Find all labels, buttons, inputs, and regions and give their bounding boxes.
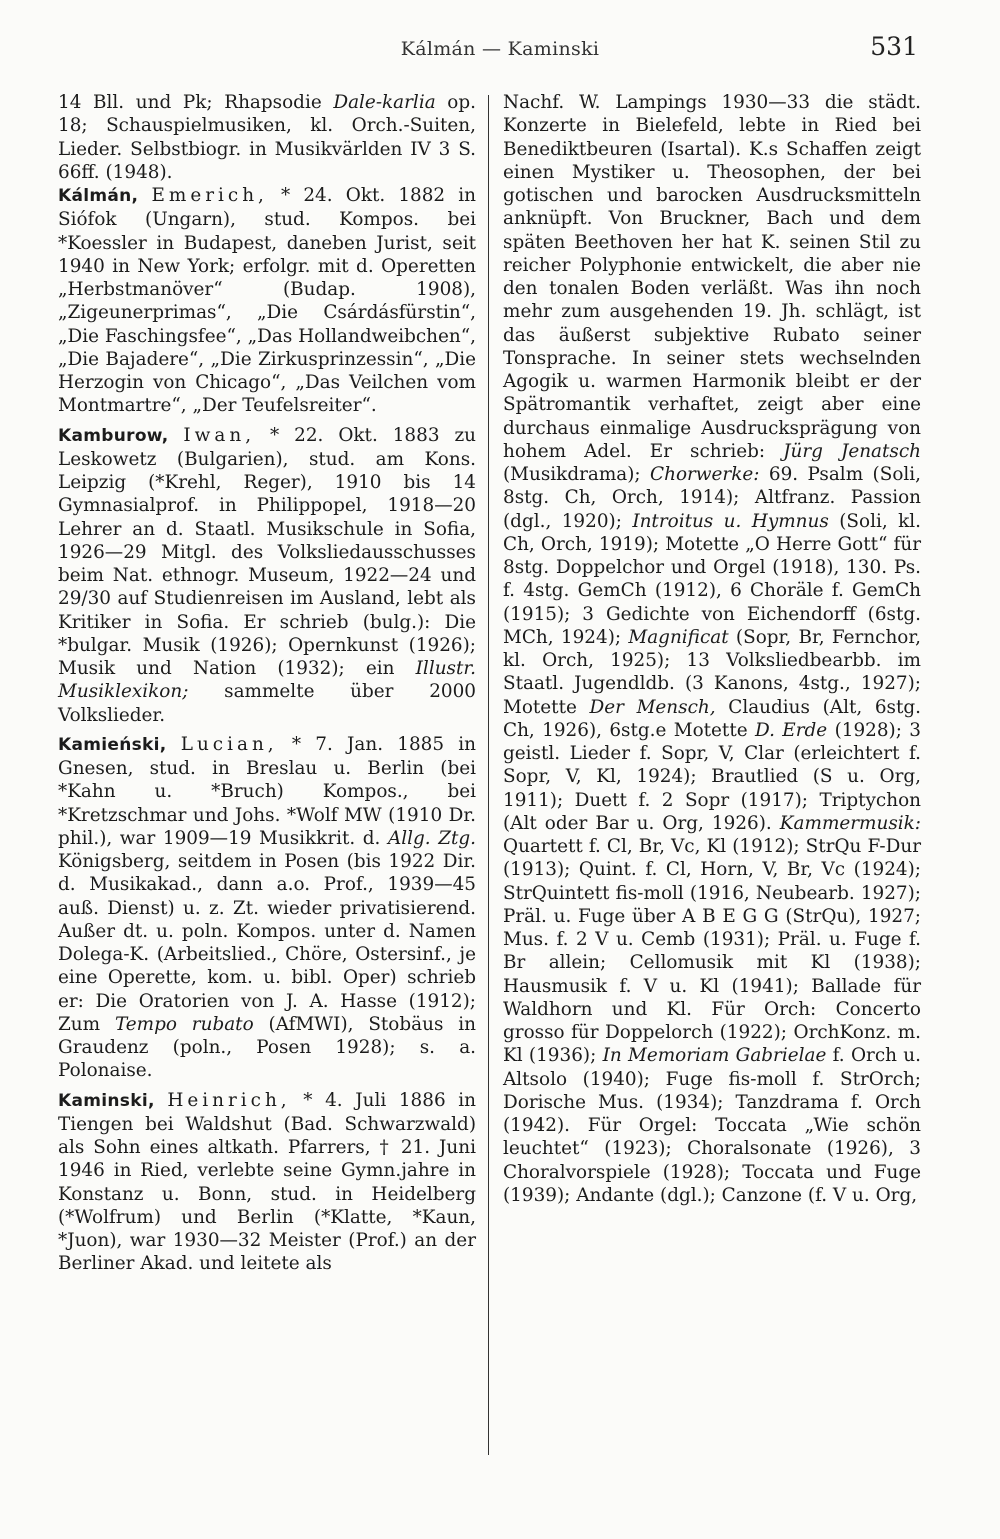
work-title: Magnificat [628,626,729,648]
entry-headword: Kamburow, [58,425,169,446]
entry-headword: Kálmán, [58,186,139,206]
work-title: D. Erde [754,719,828,741]
entry-text: Quartett f. Cl, Br, Vc, Kl (1912); StrQu F-Dur (1913); Quint. f. Cl, Horn, V, Br, Vc (1924); StrQuintett fis-moll (1916, Neubearb. 1927); Präl. u. Fuge über A B E G G (StrQu), 1927; Mus. f. 2 V u. Cemb (1931); Präl. u. Fuge f. Br allein; Cellomusik mit Kl (1938); Hausmusik f. V u. Kl (1941); Ballade für Waldhorn und Kl. Für Orch: Concerto grosso für Doppelorch (1922); OrchKonz. m. Kl (1936); [503,836,921,1067]
entry-text: op. 18; Schauspielmusiken, kl. Orch.-Suiten, Lieder. Selbstbiogr. in Musikvärlden IV 3 S. 66ff. (1948). [58,92,476,183]
entry-text: (1928); 3 geistl. Lieder f. Sopr, V, Clar (erleichtert f. Sopr, V, Kl, 1924); Brautlied (S u. Org, 1911); Duett f. 2 Sopr (1917); Triptychon (Alt oder Bar u. Org, 1926). [503,719,921,834]
page-number: 531 [870,32,918,61]
entry-text: (AfMWI), Stobäus in Graudenz (poln., Posen 1928); s. a. Polonaise. [58,1013,476,1082]
column-divider [488,95,489,1455]
entry-text: f. Orch u. Altsolo (1940); Fuge fis-moll f. StrOrch; Dorische Mus. (1934); Tanzdrama f. Orch (1942). Für Orgel: Toccata „Wie schön leuchtet“ (1923); Choralsonate (1926), 3 Choralvorspiele (1928); Toccata und Fuge (1939); Andante (dgl.); Canzone (f. V u. Org, [503,1045,921,1206]
work-title: Der Mensch, [589,696,716,718]
work-category: Chorwerke: [650,464,760,485]
running-head: Kálmán — Kaminski [400,38,600,60]
entry-kamburow [58,424,476,727]
entry-text: Nachf. W. Lampings 1930—33 die städt. Konzerte in Bielefeld, lebte in Ried bei Benediktbeuren (Isartal). K.s Schaffen zeigt einen Mystiker u. Theosophen, der bei gotischen und barocken Ausdrucksmitteln anknüpft. Von Bruckner, Bach und dem späten Beethoven her hat K. seinen Stil zu reicher Polyphonie entwickelt, die aber nie den tonalen Boden verläßt. Was ihn noch mehr zum ausgehenden 19. Jh. schlägt, ist das äußerst subjektive Rubato seiner Tonsprache. In seiner stets wechselnden Agogik u. warmen Harmonik bleibt er der Spätromantik verhaftet, zeigt aber eine durchaus einmalige Ausdrucksprägung von hohem Adel. Er schrieb: [503,92,921,462]
work-category: Kammermusik: [779,812,921,834]
entry-given-name: Emerich, [151,185,268,206]
work-title: In Memoriam Gabrielae [602,1045,827,1067]
entry-kalman [58,184,476,418]
entry-kaminski [58,1089,476,1276]
entry-text: (Sopr, Br, Fernchor, kl. Orch, 1925); 13 Volksliedbearbb. im Staatl. Jugendldb. (3 Kanons, 4stg., 1927); Motette [503,626,921,718]
entry-text: (Musikdrama); [503,464,651,485]
entry-continuation [58,91,476,184]
entry-text: 14 Bll. und Pk; Rhapsodie [58,92,334,113]
work-title: Introitus u. Hymnus [632,510,829,532]
work-title: Tempo rubato [114,1013,254,1035]
work-title: Illustr. Musiklexikon; [58,658,476,703]
left-column [58,91,476,1481]
work-title: Dale-karlia [333,92,436,113]
entry-text: * 24. Okt. 1882 in Siófok (Ungarn), stud. Kompos. bei *Koessler in Budapest, daneben Jurist, seit 1940 in New York; erfolgr. mit d. Operetten „Herbstmanöver“ (Budap. 1908), „Zigeunerprimas“, „Die Csárdásfürstin“, „Die Faschingsfee“, „Das Hollandweibchen“, „Die Bajadere“, „Die Zirkusprinzessin“, „Die Herzogin von Chicago“, „Das Veilchen vom Montmartre“, „Der Teufelsreiter“. [58,185,476,417]
entry-text: (Soli, kl. Ch, Orch, 1919); Motette „O Herre Gott“ für 8stg. Doppelchor und Orgel (1918), 130. Ps. f. 4stg. GemCh (1912), 6 Choräle f. GemCh (1915); 3 Gedichte von Eichendorff (6stg. MCh, 1924); [503,510,921,648]
entry-kaminski-continued [503,91,921,1207]
entry-kamienski [58,733,476,1083]
entry-text: * 7. Jan. 1885 in Gnesen, stud. in Breslau u. Berlin (bei *Kahn u. *Bruch) Kompos., bei *Kretzschmar und Johs. *Wolf MW (1910 Dr. phil.), war 1909—19 Musikkrit. d. [58,733,476,849]
entry-text: 69. Psalm (Soli, 8stg. Ch, Orch, 1914); Altfranz. Passion (dgl., 1920); [503,464,921,532]
entry-text: Königsberg, seitdem in Posen (bis 1922 Dir. d. Musikakad., dann a.o. Prof., 1939—45 auß. Dienst) u. z. Zt. wieder privatisierend. Außer dt. u. poln. Kompos. unter d. Namen Dolega-K. (Arbeitslied., Chöre, Ostersinf., je eine Operette, kom. u. bibl. Oper) schrieb er: Die Oratorien von J. A. Hasse (1912); Zum [58,851,476,1035]
right-column [503,91,921,1481]
entry-given-name: Lucian, [180,733,278,755]
page-header [0,28,1000,68]
entry-text: * 22. Okt. 1883 zu Leskowetz (Bulgarien), stud. am Kons. Leipzig (*Krehl, Reger), 1910 bis 14 Gymnasialprof. in Philippopel, 1918—20 Lehrer an d. Staatl. Musikschule in Sofia, 1926—29 Mitgl. des Volksliedausschusses beim Nat. ethnogr. Museum, 1922—24 und 29/30 auf Studienreisen im Ausland, lebt als Kritiker in Sofia. Er schrieb (bulg.): Die *bulgar. Musik (1926); Opernkunst (1926); Musik und Nation (1932); ein [58,424,476,679]
entry-given-name: Heinrich, [167,1089,291,1111]
entry-text: * 4. Juli 1886 in Tiengen bei Waldshut (Bad. Schwarzwald) als Sohn eines altkath. Pfarrers, † 21. Juni 1946 in Ried, verlebte seine Gymn.jahre in Konstanz u. Bonn, stud. in Heidelberg (*Wolfrum) und Berlin (*Klatte, *Kaun, *Juon), war 1930—32 Meister (Prof.) an der Berliner Akad. und leitete als [58,1089,476,1275]
work-title: Jürg Jenatsch [783,440,921,462]
entry-headword: Kaminski, [58,1090,155,1111]
entry-text: sammelte über 2000 Volkslieder. [58,681,476,726]
entry-given-name: Iwan, [183,424,256,446]
entry-text: Claudius (Alt, 6stg. Ch, 1926), 6stg.e Motette [503,696,921,741]
entry-headword: Kamieński, [58,734,167,755]
work-title: Allg. Ztg. [387,827,476,849]
